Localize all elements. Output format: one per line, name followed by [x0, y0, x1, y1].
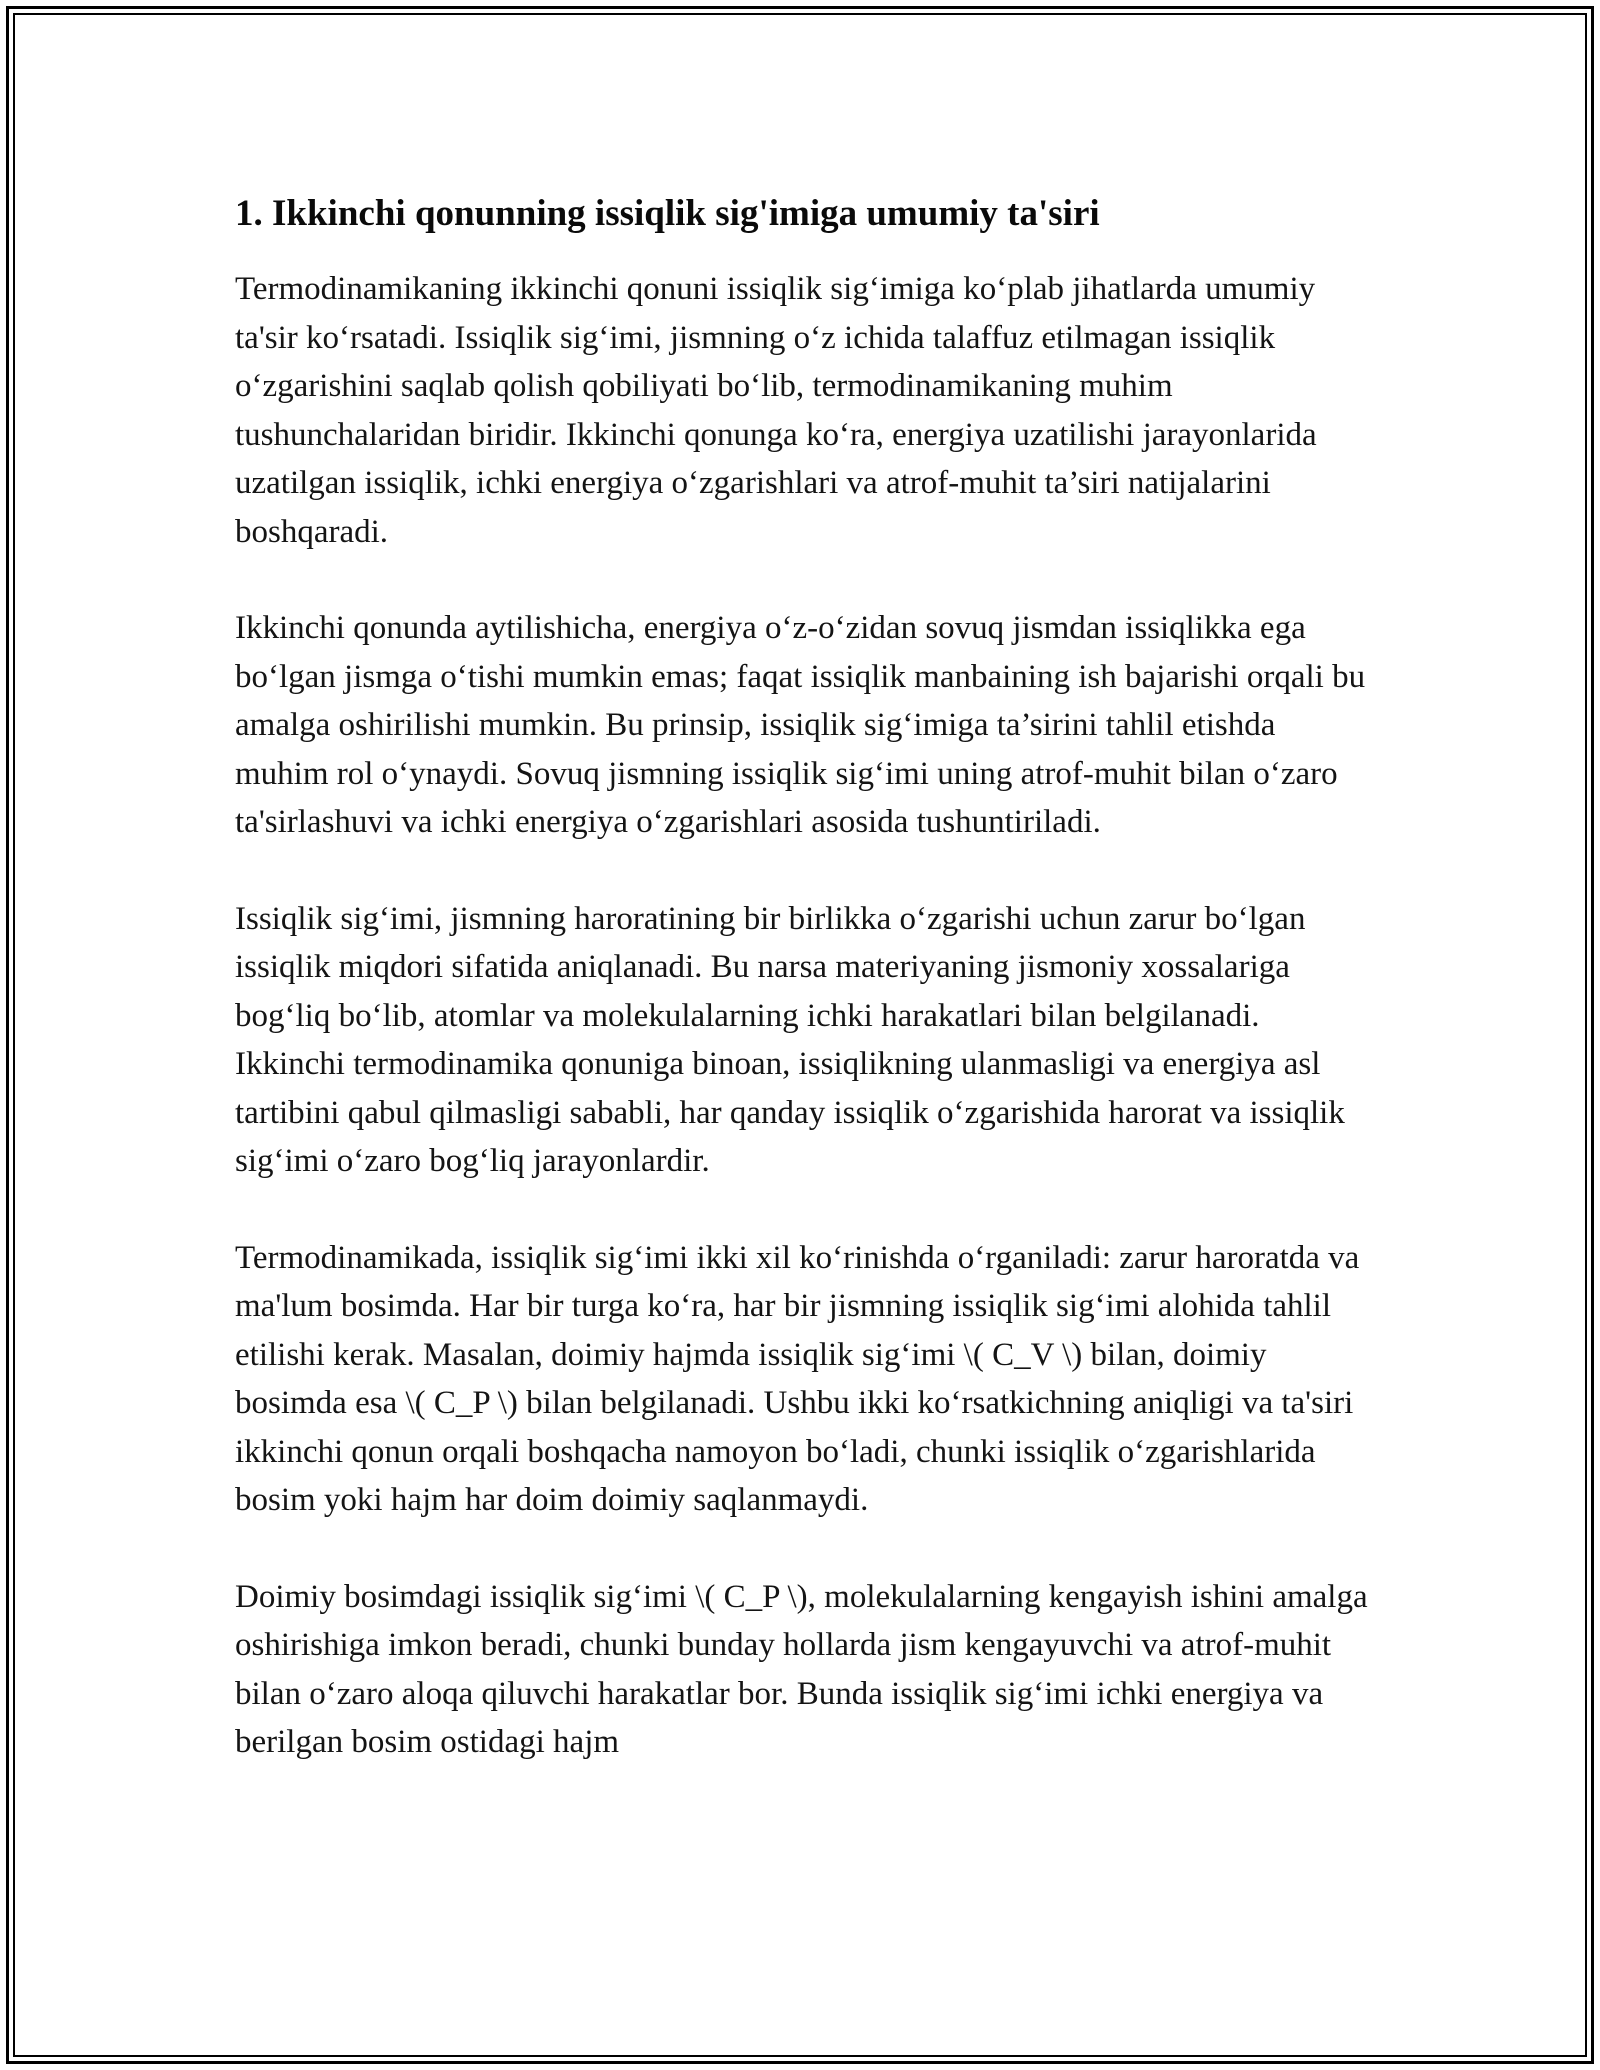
paragraph-4: Termodinamikada, issiqlik sig‘imi ikki xil ko‘rinishda o‘rganiladi: zarur haroratda va ma'lum bosimda. Har bir turga ko‘ra, har bir jismning issiqlik sig‘imi alohida tahlil etilishi kerak. Masalan, doimiy hajmda issiqlik sig‘imi \( C_V \) bilan, doimiy bosimda esa \( C_P \) bilan belgilanadi. Ushbu ikki ko‘rsatkichning aniqligi va ta'siri ikkinchi qonun orqali boshqacha namoyon bo‘ladi, chunki issiqlik o‘zgarishlarida bosim yoki hajm har doim doimiy saqlanmaydi. [235, 1239, 1360, 1518]
paragraph-5: Doimiy bosimdagi issiqlik sig‘imi \( C_P \), molekulalarning kengayish ishini amalga oshirishiga imkon beradi, chunki bunday hollarda jism kengayuvchi va atrof-muhit bilan o‘zaro aloqa qiluvchi harakatlar bor. Bunda issiqlik sig‘imi ichki energiya va berilgan bosim ostidagi hajm [235, 1578, 1368, 1760]
paragraph-3: Issiqlik sig‘imi, jismning haroratining bir birlikka o‘zgarishi uchun zarur bo‘lgan issiqlik miqdori sifatida aniqlanadi. Bu narsa materiyaning jismoniy xossalariga bog‘liq bo‘lib, atomlar va molekulalarning ichki harakatlari bilan belgilanadi. Ikkinchi termodinamika qonuniga binoan, issiqlikning ulanmasligi va energiya asl tartibini qabul qilmasligi sababli, har qanday issiqlik o‘zgarishida harorat va issiqlik sig‘imi o‘zaro bog‘liq jarayonlardir. [235, 900, 1345, 1179]
paragraph-1: Termodinamikaning ikkinchi qonuni issiqlik sig‘imiga ko‘plab jihatlarda umumiy ta'sir ko‘rsatadi. Issiqlik sig‘imi, jismning o‘z ichida talaffuz etilmagan issiqlik o‘zgarishini saqlab qolish qobiliyati bo‘lib, termodinamikaning muhim tushunchalaridan biridir. Ikkinchi qonunga ko‘ra, energiya uzatilishi jarayonlarida uzatilgan issiqlik, ichki energiya o‘zgarishlari va atrof-muhit ta’siri natijalarini boshqaradi. [235, 271, 1317, 550]
section-heading: 1. Ikkinchi qonunning issiqlik sig'imiga umumiy ta'siri [235, 193, 1100, 234]
paragraph-2: Ikkinchi qonunda aytilishicha, energiya o‘z-o‘zidan sovuq jismdan issiqlikka ega bo‘lgan jismga o‘tishi mumkin emas; faqat issiqlik manbaining ish bajarishi orqali bu amalga oshirilishi mumkin. Bu prinsip, issiqlik sig‘imiga ta’sirini tahlil etishda muhim rol o‘ynaydi. Sovuq jismning issiqlik sig‘imi uning atrof-muhit bilan o‘zaro ta'sirlashuvi va ichki energiya o‘zgarishlari asosida tushuntiriladi. [235, 610, 1366, 840]
document-body [235, 185, 1370, 1815]
